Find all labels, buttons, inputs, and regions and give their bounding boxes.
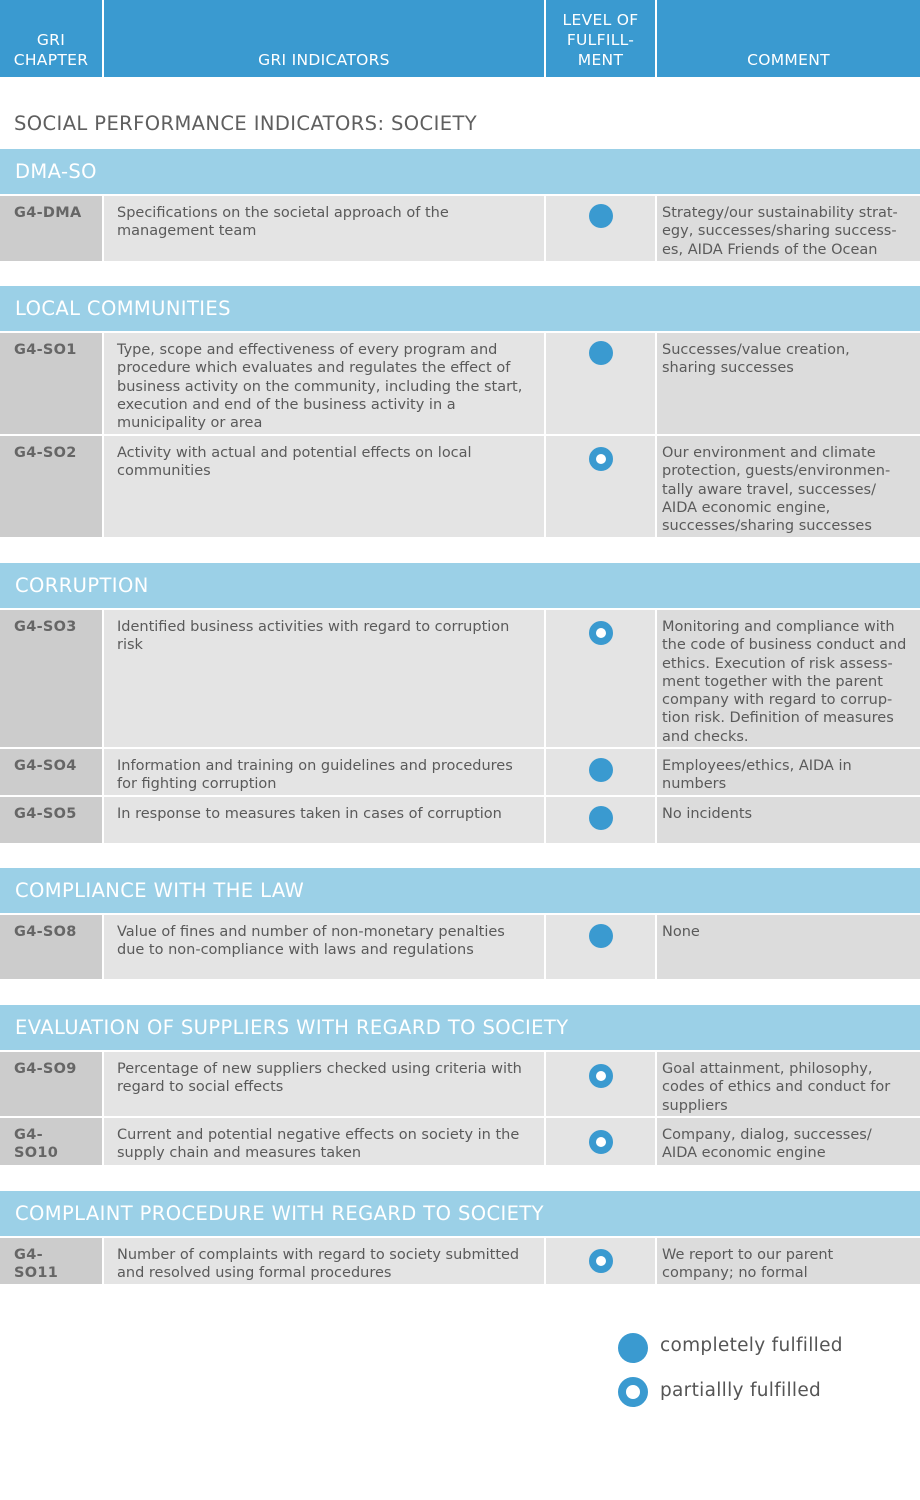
fulfillment-cell [546,333,655,434]
section-header-local-communities: LOCAL COMMUNITIES [0,286,920,331]
header-gri-indicators: GRI INDICATORS [104,0,544,77]
table-row [0,1052,920,1116]
indicator-text: Identified business activities with regard to corruption risk [104,610,544,747]
header-gri-chapter: GRI CHAPTER [0,0,102,77]
table-header [0,0,920,77]
partially-fulfilled-icon [589,447,613,471]
gri-code: G4-SO9 [0,1052,102,1116]
completely-fulfilled-icon [589,758,613,782]
gri-code: G4-SO3 [0,610,102,747]
section-header-corruption: CORRUPTION [0,563,920,608]
page-subtitle: SOCIAL PERFORMANCE INDICATORS: SOCIETY [14,112,478,135]
completely-fulfilled-icon [589,341,613,365]
completely-fulfilled-icon [618,1333,648,1363]
comment-text: Monitoring and compliance with the code of business conduct and ethics. Execution of risk assess- ment together with the parent company with regard to corrup- tion risk. Definition of measures and checks. [657,610,920,747]
comment-text: No incidents [657,797,920,843]
legend-partially-label: partiallly fulfilled [660,1380,822,1401]
comment-text: None [657,915,920,979]
partially-fulfilled-icon [589,1130,613,1154]
fulfillment-cell [546,915,655,979]
completely-fulfilled-icon [589,806,613,830]
section-header-complaint-procedure: COMPLAINT PROCEDURE WITH REGARD TO SOCIETY [0,1191,920,1236]
completely-fulfilled-icon [589,204,613,228]
comment-text: Company, dialog, successes/ AIDA economic engine [657,1118,920,1165]
indicator-text: In response to measures taken in cases of corruption [104,797,544,843]
gri-code: G4-SO2 [0,436,102,537]
indicator-text: Activity with actual and potential effects on local communities [104,436,544,537]
gri-code: G4-SO1 [0,333,102,434]
gri-code: G4- SO10 [0,1118,102,1165]
indicator-text: Percentage of new suppliers checked using criteria with regard to social effects [104,1052,544,1116]
indicator-text: Current and potential negative effects on society in the supply chain and measures taken [104,1118,544,1165]
comment-text: We report to our parent company; no formal [657,1238,920,1284]
table-row [0,749,920,795]
indicator-text: Number of complaints with regard to society submitted and resolved using formal procedures [104,1238,544,1284]
partially-fulfilled-icon [589,1064,613,1088]
comment-text: Employees/ethics, AIDA in numbers [657,749,920,795]
indicator-text: Specifications on the societal approach of the management team [104,196,544,261]
fulfillment-cell [546,610,655,747]
header-level-of-fulfillment: LEVEL OF FULFILL- MENT [546,0,655,77]
fulfillment-cell [546,196,655,261]
comment-text: Strategy/our sustainability strat- egy, successes/sharing success- es, AIDA Friends of the Ocean [657,196,920,261]
table-row [0,333,920,434]
section-header-compliance-with-the-law: COMPLIANCE WITH THE LAW [0,868,920,913]
gri-code: G4-SO8 [0,915,102,979]
header-comment: COMMENT [657,0,920,77]
table-row [0,1238,920,1284]
fulfillment-cell [546,1052,655,1116]
comment-text: Successes/value creation, sharing successes [657,333,920,434]
section-header-evaluation-of-suppliers: EVALUATION OF SUPPLIERS WITH REGARD TO SOCIETY [0,1005,920,1050]
table-row [0,915,920,979]
legend-completely-label: completely fulfilled [660,1335,843,1356]
partially-fulfilled-icon [589,621,613,645]
fulfillment-cell [546,436,655,537]
fulfillment-cell [546,797,655,843]
table-row [0,436,920,537]
indicator-text: Type, scope and effectiveness of every program and procedure which evaluates and regulates the effect of business activity on the community, including the start, execution and end of the business activity in a municipality or area [104,333,544,434]
comment-text: Goal attainment, philosophy, codes of ethics and conduct for suppliers [657,1052,920,1116]
gri-code: G4-DMA [0,196,102,261]
comment-text: Our environment and climate protection, guests/environmen- tally aware travel, successes/ AIDA economic engine, successes/sharing successes [657,436,920,537]
fulfillment-cell [546,749,655,795]
table-row [0,196,920,261]
table-row [0,797,920,843]
gri-code: G4-SO5 [0,797,102,843]
fulfillment-cell [546,1238,655,1284]
partially-fulfilled-icon [618,1377,648,1407]
section-header-dma-so: DMA-SO [0,149,920,194]
indicator-text: Information and training on guidelines and procedures for fighting corruption [104,749,544,795]
gri-code: G4- SO11 [0,1238,102,1284]
partially-fulfilled-icon [589,1249,613,1273]
fulfillment-cell [546,1118,655,1165]
table-row [0,1118,920,1165]
table-row [0,610,920,747]
indicator-text: Value of fines and number of non-monetary penalties due to non-compliance with laws and regulations [104,915,544,979]
gri-code: G4-SO4 [0,749,102,795]
completely-fulfilled-icon [589,924,613,948]
